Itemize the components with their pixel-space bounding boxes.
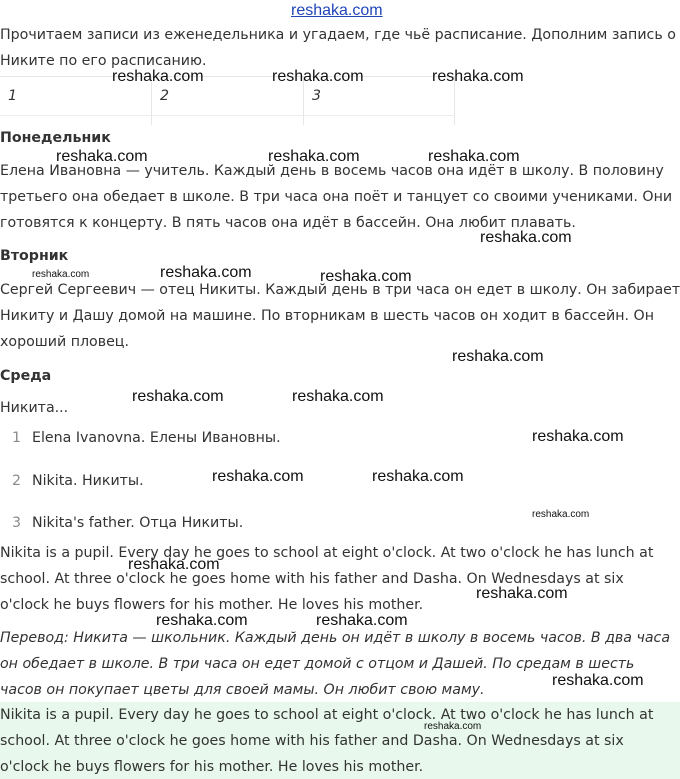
wednesday-line-1: Никита... bbox=[0, 400, 69, 416]
list-number: 3 bbox=[12, 515, 22, 531]
watermark: reshaka.com bbox=[272, 68, 364, 85]
final-answer-line-3: o'clock he buys flowers for his mother. He loves his mother. bbox=[0, 759, 424, 775]
watermark: reshaka.com bbox=[432, 68, 524, 85]
watermark: reshaka.com bbox=[320, 268, 412, 285]
watermark: reshaka.com bbox=[372, 468, 464, 485]
translation-line-2: он обедает в школе. В три часа он едет домой с отцом и Дашей. По средам в шесть bbox=[0, 656, 635, 672]
monday-line-1: Елена Ивановна — учитель. Каждый день в восемь часов она идёт в школу. В половину bbox=[0, 163, 664, 179]
intro-line-1: Прочитаем записи из еженедельника и угадаем, где чьё расписание. Дополним запись о bbox=[0, 27, 676, 43]
list-text: Elena Ivanovna. Елены Ивановны. bbox=[32, 430, 281, 446]
list-number: 1 bbox=[12, 430, 22, 446]
translation-line-3: часов он покупает цветы для своей мамы. Он любит свою маму. bbox=[0, 682, 485, 698]
list-text: Nikita. Никиты. bbox=[32, 473, 144, 489]
watermark: reshaka.com bbox=[156, 612, 248, 629]
final-answer-line-1: Nikita is a pupil. Every day he goes to school at eight o'clock. At two o'clock he has lunch at bbox=[0, 707, 654, 723]
watermark: reshaka.com bbox=[532, 428, 624, 445]
monday-line-3: готовятся к концерту. В пять часов она идёт в бассейн. Она любит плавать. bbox=[0, 215, 576, 231]
table-header: 2 bbox=[160, 88, 170, 104]
watermark: reshaka.com bbox=[532, 509, 590, 520]
watermark: reshaka.com bbox=[268, 148, 360, 165]
table-header: 1 bbox=[8, 88, 18, 104]
watermark: reshaka.com bbox=[32, 269, 90, 280]
watermark: reshaka.com bbox=[128, 556, 220, 573]
table-header: 3 bbox=[312, 88, 322, 104]
tuesday-line-1: Сергей Сергеевич — отец Никиты. Каждый день в три часа он едет в школу. Он забирает bbox=[0, 282, 680, 298]
monday-heading: Понедельник bbox=[0, 130, 111, 146]
watermark: reshaka.com bbox=[56, 148, 148, 165]
watermark: reshaka.com bbox=[424, 721, 482, 732]
list-text: Nikita's father. Отца Никиты. bbox=[32, 515, 244, 531]
watermark: reshaka.com bbox=[476, 585, 568, 602]
english-line-1: Nikita is a pupil. Every day he goes to school at eight o'clock. At two o'clock he has lunch at bbox=[0, 545, 654, 561]
wednesday-heading: Среда bbox=[0, 368, 52, 384]
list-number: 2 bbox=[12, 473, 22, 489]
watermark: reshaka.com bbox=[552, 672, 644, 689]
watermark: reshaka.com bbox=[452, 348, 544, 365]
watermark: reshaka.com bbox=[316, 612, 408, 629]
intro-line-2: Никите по его расписанию. bbox=[0, 53, 207, 69]
monday-line-2: третьего она обедает в школе. В три часа она поёт и танцует со своими учениками. Они bbox=[0, 189, 673, 205]
english-line-2: school. At three o'clock he goes home with his father and Dasha. On Wednesdays at six bbox=[0, 571, 624, 587]
watermark: reshaka.com bbox=[112, 68, 204, 85]
watermark: reshaka.com bbox=[160, 264, 252, 281]
watermark: reshaka.com bbox=[428, 148, 520, 165]
watermark: reshaka.com bbox=[132, 388, 224, 405]
watermark: reshaka.com bbox=[292, 388, 384, 405]
final-answer-line-2: school. At three o'clock he goes home with his father and Dasha. On Wednesdays at six bbox=[0, 733, 624, 749]
tuesday-line-3: хороший пловец. bbox=[0, 334, 129, 350]
schedule-table bbox=[0, 76, 455, 125]
translation-line-1: Перевод: Никита — школьник. Каждый день он идёт в школу в восемь часов. В два часа bbox=[0, 630, 671, 646]
watermark: reshaka.com bbox=[212, 468, 304, 485]
tuesday-line-2: Никиту и Дашу домой на машине. По вторникам в шесть часов он ходит в бассейн. Он bbox=[0, 308, 654, 324]
site-link[interactable]: reshaka.com bbox=[291, 2, 383, 19]
english-line-3: o'clock he buys flowers for his mother. He loves his mother. bbox=[0, 597, 424, 613]
watermark: reshaka.com bbox=[480, 229, 572, 246]
tuesday-heading: Вторник bbox=[0, 248, 69, 264]
